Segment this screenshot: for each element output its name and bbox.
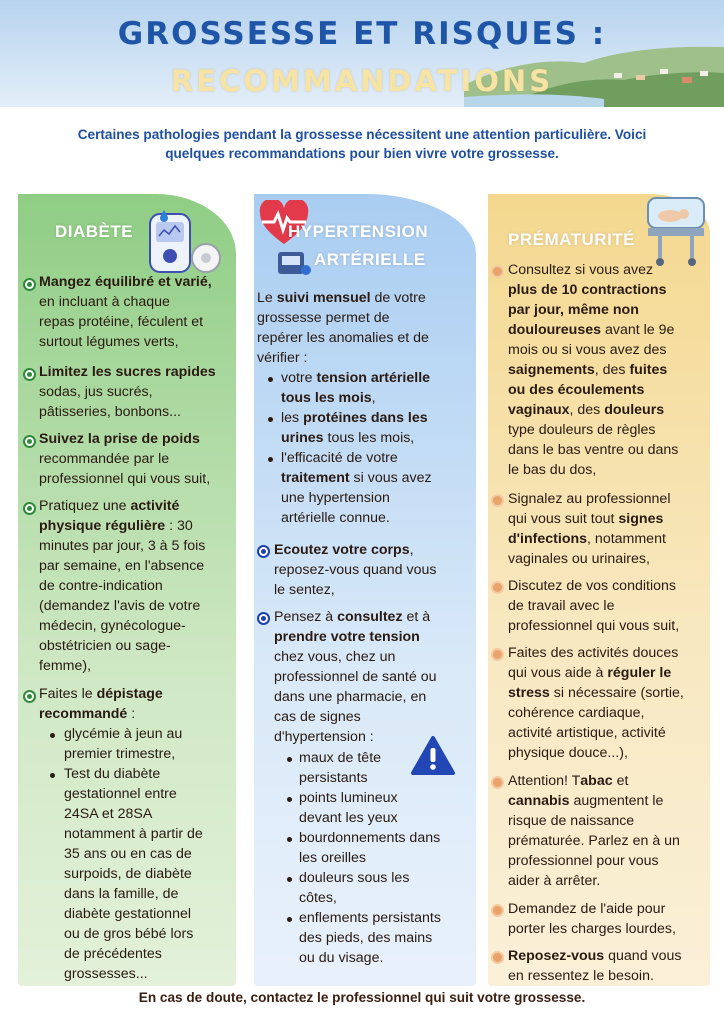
footer-note: En cas de doute, contactez le professionnel qui suit votre grossesse. [138,990,586,1005]
sub-bullet-icon [268,417,273,422]
hypertension-item-2: Ecoutez votre corps, reposez-vous quand vous le sentez, [274,542,437,598]
intro-text [18,125,706,163]
prematurite-item-2: Signalez au professionnel qui vous suit tout signes d'infections, notamment vaginales ou urinaires, [508,491,671,567]
prematurite-item-4: Faites des activités douces qui vous aide à réguler le stress si nécessaire (sortie, cohérence cardiaque, activité artistique, activité physique douce...), [508,645,684,761]
prematurite-item-7: Reposez-vous quand vous en ressentez le besoin. [508,948,682,984]
sub-bullet-icon [50,733,55,738]
warning-icon [410,735,456,777]
diabete-item-5: Faites le dépistage recommandé : [39,686,163,722]
sub-bullet-icon [268,377,273,382]
bullet-icon [257,612,270,625]
glucose-meter-icon [146,210,224,280]
prematurite-title: PRÉMATURITÉ [508,230,636,249]
sub-bullet-icon [287,917,292,922]
prematurite-item-6: Demandez de l'aide pour porter les charges lourdes, [508,901,676,937]
hypertension-subitem-1: votre tension artérielle tous les mois, [281,370,431,406]
bullet-icon [23,368,36,381]
hypertension-symptom-3: bourdonnements dans les oreilles [299,830,441,866]
prematurite-item-5: Attention! Tabac et cannabis augmentent le risque de naissance prématurée. Parlez en à un professionnel pour vous aider à arrêter. [508,773,680,889]
bullet-icon [491,776,504,789]
diabete-item-3: Suivez la prise de poids recommandée par le professionnel qui vous suit, [39,431,211,487]
sub-bullet-icon [287,797,292,802]
bullet-icon [491,648,504,661]
bullet-icon [23,690,36,703]
bullet-icon [23,435,36,448]
sub-bullet-icon [287,877,292,882]
sub-bullet-icon [50,773,55,778]
diabete-item-1: Mangez équilibré et varié, en incluant à chaque repas protéine, féculent et surtout légumes verts, [39,274,212,350]
sub-bullet-icon [287,757,292,762]
hypertension-symptom-5: enflements persistants des pieds, des mains ou du visage. [299,910,441,966]
bullet-icon [491,951,504,964]
hypertension-symptom-1: maux de tête persistants [299,750,382,786]
bullet-icon [491,494,504,507]
bullet-icon [491,581,504,594]
bullet-icon [491,265,504,278]
hypertension-symptom-2: points lumineux devant les yeux [299,790,398,826]
hypertension-title-line1: HYPERTENSION [288,222,429,241]
bullet-icon [491,904,504,917]
hypertension-title-line2: ARTÉRIELLE [314,250,426,269]
sub-bullet-icon [287,837,292,842]
intro-line2: quelques recommandations pour bien vivre votre grossesse. [165,146,559,161]
prematurite-item-3: Discutez de vos conditions de travail avec le professionnel qui vous suit, [508,578,680,634]
incubator-icon [640,190,712,268]
hypertension-intro: Le suivi mensuel de votre grossesse permet de repérer les anomalies et de vérifier : [257,290,429,366]
hypertension-symptom-4: douleurs sous les côtes, [299,870,410,906]
hypertension-item-3: Pensez à consultez et à prendre votre tension chez vous, chez un professionnel de santé ou dans une pharmacie, en cas de signes d'hypertension : [274,609,437,745]
diabete-subitem-2: Test du diabète gestationnel entre 24SA et 28SA notamment à partir de 35 ans ou en cas de surpoids, de diabète dans la famille, de diabète gestationnel ou de gros bébé lors de précédentes grossesses... [64,766,203,982]
diabete-item-2: Limitez les sucres rapides sodas, jus sucrés, pâtisseries, bonbons... [39,364,216,420]
prematurite-item-1: Consultez si vous avez plus de 10 contractions par jour, même non douloureuses avant le 9e mois ou si vous avez des saignements, des fuites ou des écoulements vaginaux, des douleurs type douleurs de règles dans le bas ventre ou dans le bas du dos, [508,262,679,478]
bullet-icon [23,502,36,515]
blood-pressure-monitor-icon [276,248,312,278]
sub-bullet-icon [268,457,273,462]
page-title-line2: RECOMMANDATIONS [170,64,554,98]
hypertension-subitem-2: les protéines dans les urines tous les mois, [281,410,428,446]
intro-line1: Certaines pathologies pendant la grossesse nécessitent une attention particulière. Voici [77,127,647,142]
hypertension-subitem-3: l'efficacité de votre traitement si vous avez une hypertension artérielle connue. [281,450,432,526]
bullet-icon [257,545,270,558]
diabete-item-4: Pratiquez une activité physique régulière : 30 minutes par jour, 3 à 5 fois par semaine, en l'absence de contre-indication (demandez l'avis de votre médecin, gynécologue- obstétricien ou sage- femme), [39,498,206,674]
page-title-line1: GROSSESSE ET RISQUES : [117,16,607,52]
bullet-icon [23,278,36,291]
diabete-subitem-1: glycémie à jeun au premier trimestre, [64,726,183,762]
diabete-title: DIABÈTE [55,222,134,241]
